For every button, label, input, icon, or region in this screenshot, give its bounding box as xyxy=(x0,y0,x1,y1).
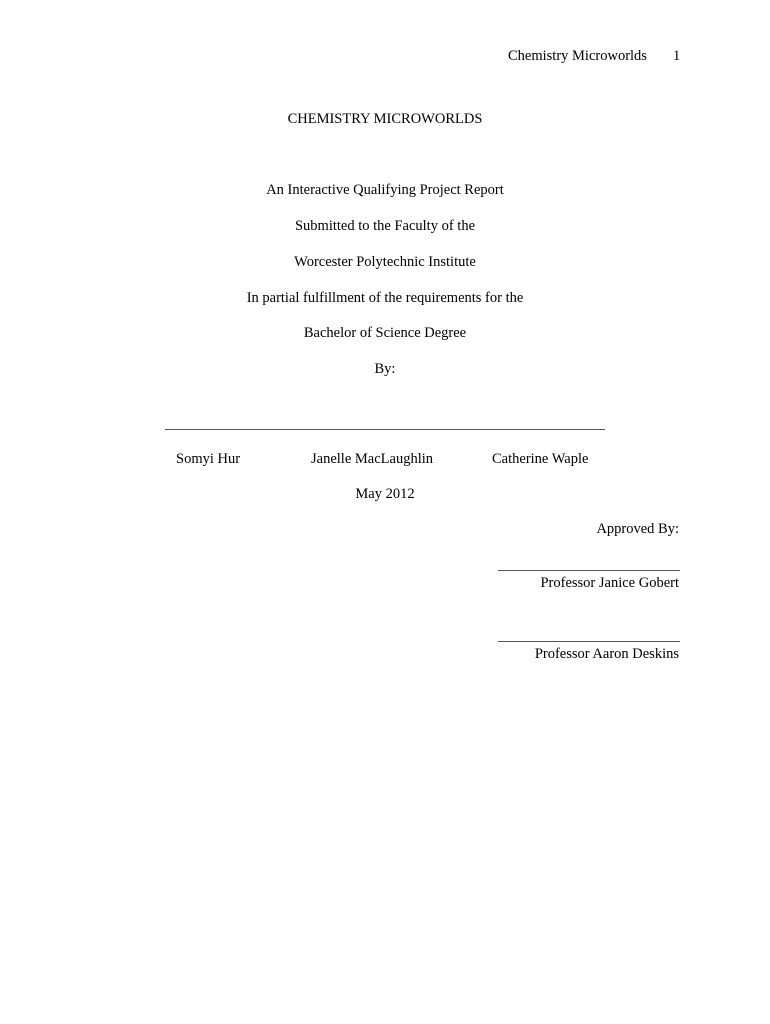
running-header-title: Chemistry Microworlds xyxy=(508,48,647,64)
approver-signature-line xyxy=(498,570,680,571)
author-name: Somyi Hur xyxy=(176,451,241,467)
by-line: By: xyxy=(374,361,396,377)
approver-name: Professor Aaron Deskins xyxy=(534,646,679,662)
report-type-line: An Interactive Qualifying Project Report xyxy=(266,182,504,198)
institution-line: Worcester Polytechnic Institute xyxy=(294,254,476,270)
submitted-to-line: Submitted to the Faculty of the xyxy=(294,218,476,234)
author-name: Janelle MacLaughlin xyxy=(311,451,433,467)
approved-by-label: Approved By: xyxy=(596,521,679,537)
page-number: 1 xyxy=(673,48,681,64)
author-name: Catherine Waple xyxy=(492,451,589,467)
degree-line: Bachelor of Science Degree xyxy=(303,325,467,341)
author-signature-rule xyxy=(165,429,605,430)
document-title: CHEMISTRY MICROWORLDS xyxy=(287,111,483,127)
approver-name: Professor Janice Gobert xyxy=(540,575,679,591)
submission-date: May 2012 xyxy=(355,486,415,502)
fulfillment-line: In partial fulfillment of the requirements for the xyxy=(246,290,524,306)
approver-signature-line xyxy=(498,641,680,642)
